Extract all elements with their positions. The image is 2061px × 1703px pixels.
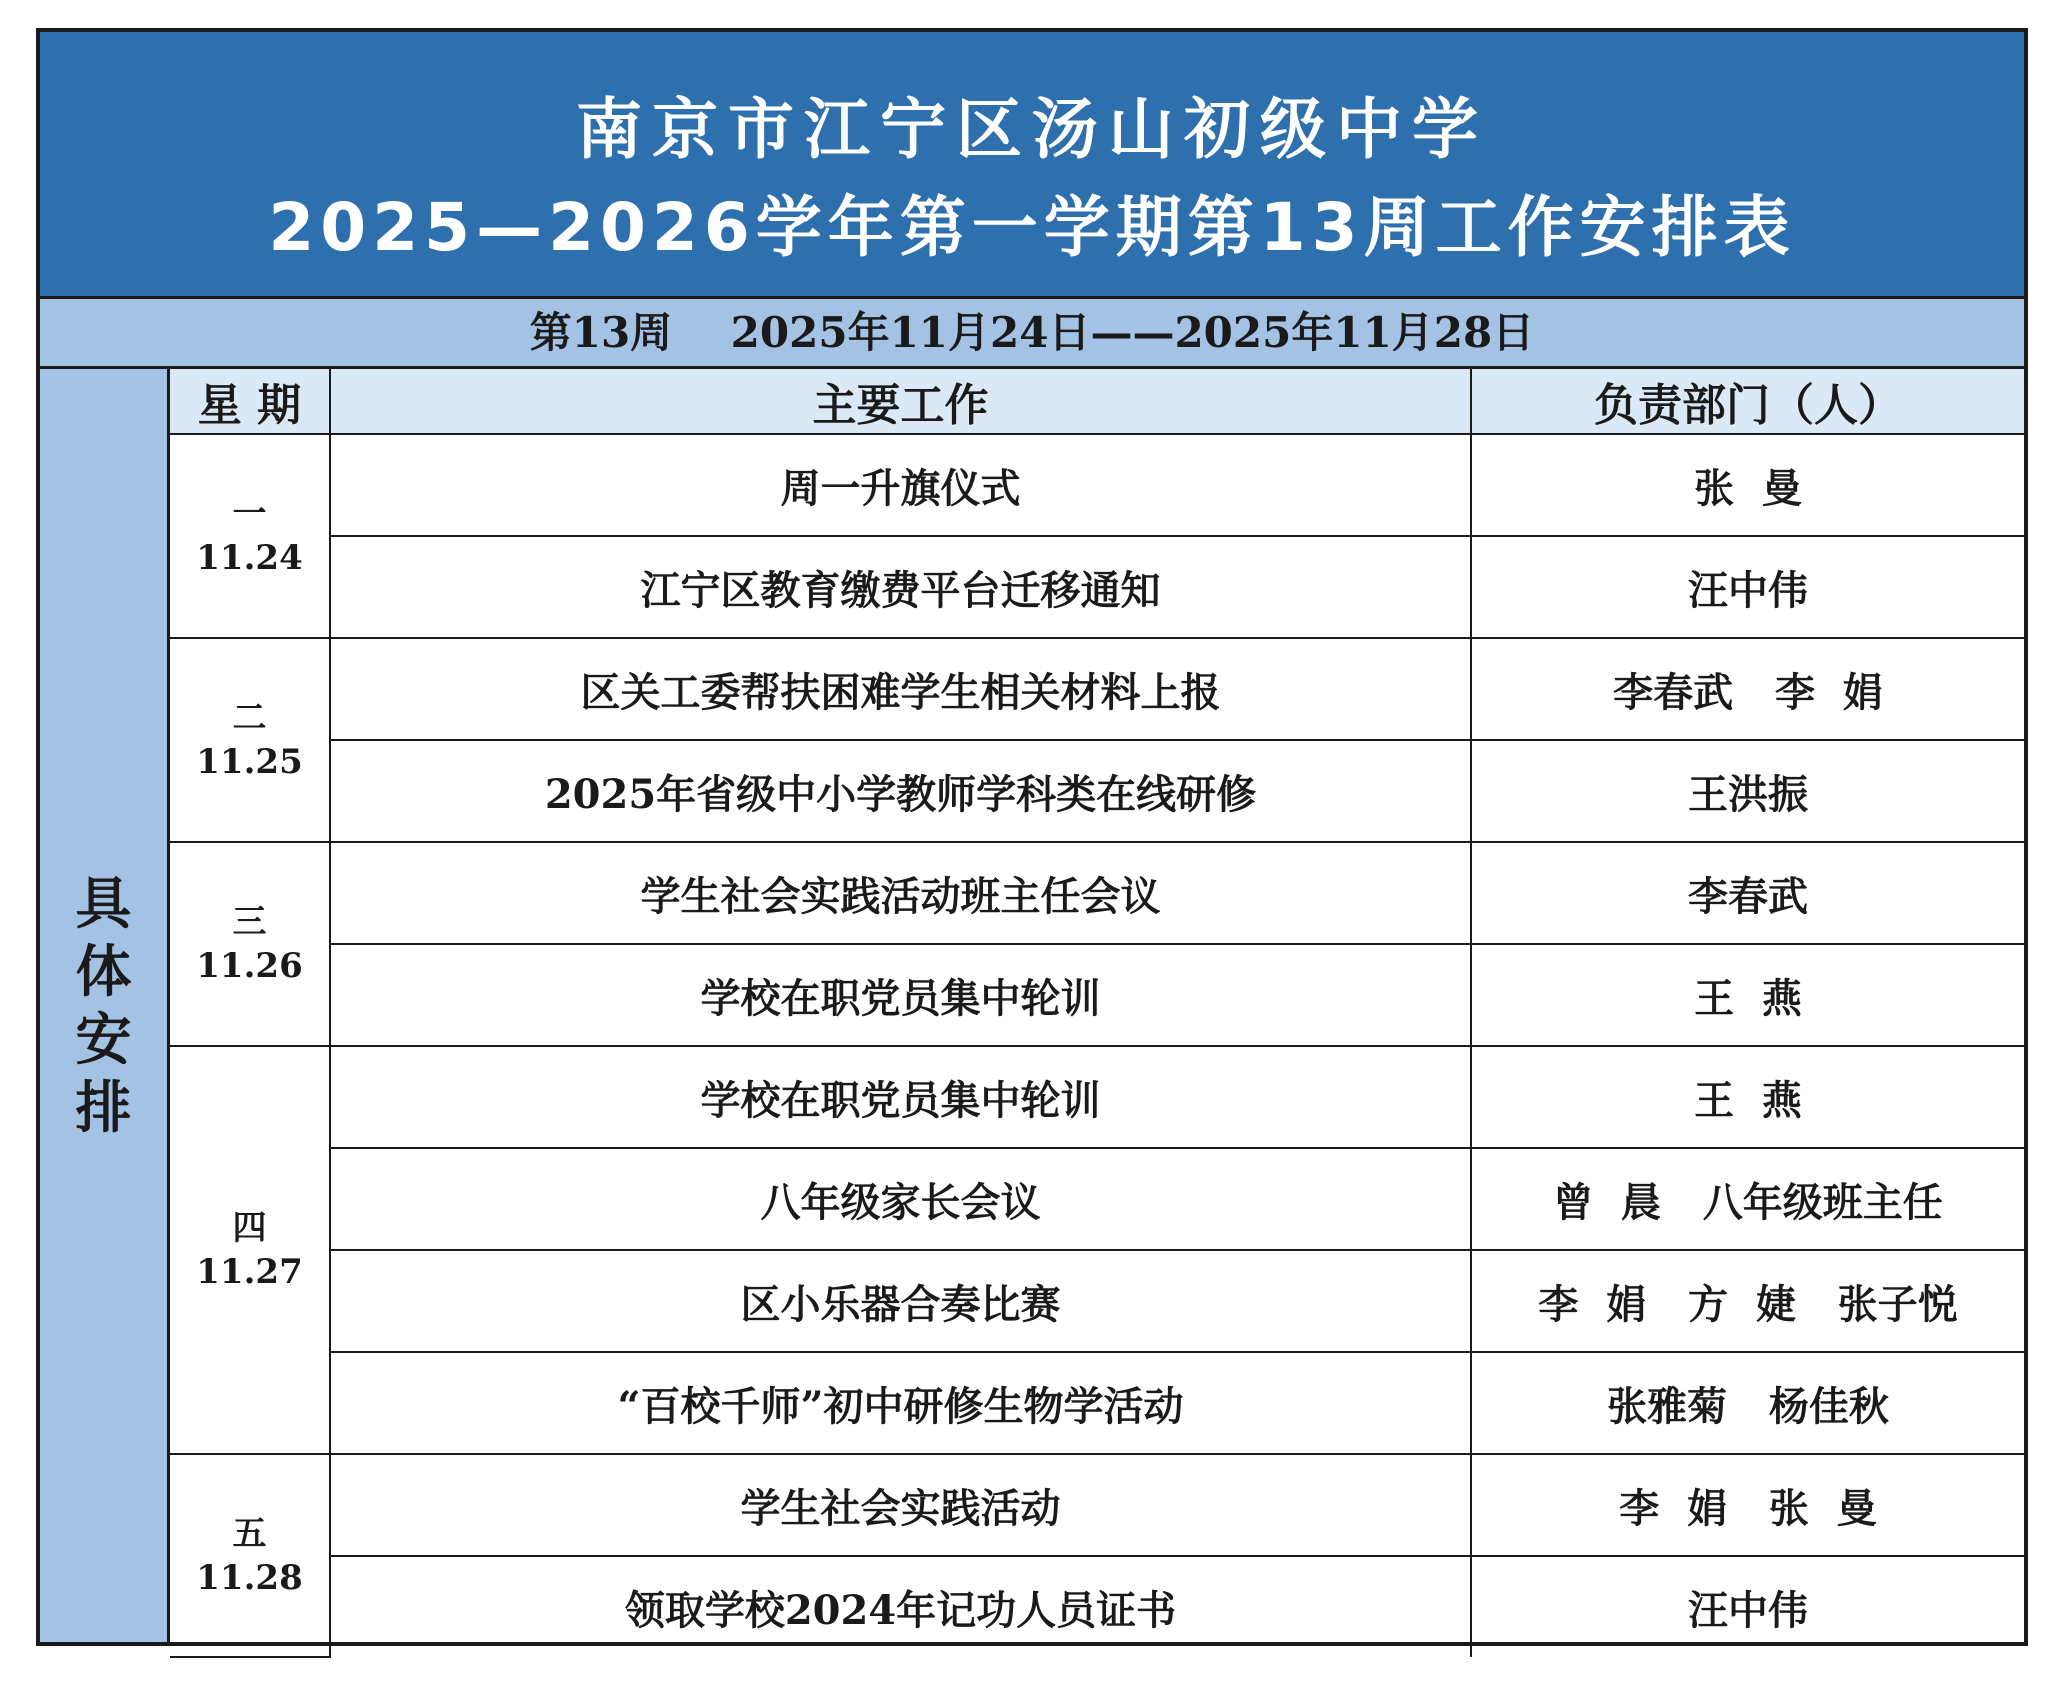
work-item: 区关工委帮扶困难学生相关材料上报 bbox=[330, 638, 1471, 740]
work-item: 领取学校2024年记功人员证书 bbox=[330, 1556, 1471, 1657]
date-label: 11.25 bbox=[196, 742, 303, 782]
table-row bbox=[170, 1454, 2024, 1556]
weekday-label: 一 bbox=[232, 494, 267, 534]
table-row bbox=[170, 434, 2024, 536]
header-person: 负责部门（人） bbox=[1471, 369, 2024, 434]
work-item: 学校在职党员集中轮训 bbox=[330, 1046, 1471, 1148]
responsible-person: 曾 晨 八年级班主任 bbox=[1471, 1148, 2024, 1250]
work-item: 学生社会实践活动 bbox=[330, 1454, 1471, 1556]
responsible-person: 张雅菊 杨佳秋 bbox=[1471, 1352, 2024, 1454]
responsible-person: 张 曼 bbox=[1471, 434, 2024, 536]
responsible-person: 王洪振 bbox=[1471, 740, 2024, 842]
table-row bbox=[170, 1556, 2024, 1657]
day-cell bbox=[170, 638, 330, 842]
responsible-person: 李 娟 张 曼 bbox=[1471, 1454, 2024, 1556]
work-item: 江宁区教育缴费平台迁移通知 bbox=[330, 536, 1471, 638]
weekday-label: 四 bbox=[232, 1208, 267, 1248]
schedule-table bbox=[170, 369, 2024, 1658]
work-item: “百校千师”初中研修生物学活动 bbox=[330, 1352, 1471, 1454]
table-row bbox=[170, 944, 2024, 1046]
header-row bbox=[170, 369, 2024, 434]
responsible-person: 李春武 李 娟 bbox=[1471, 638, 2024, 740]
week-date-range: 第13周 2025年11月24日——2025年11月28日 bbox=[40, 299, 2024, 369]
school-name-title: 南京市江宁区汤山初级中学 bbox=[576, 91, 1488, 168]
work-item: 周一升旗仪式 bbox=[330, 434, 1471, 536]
table-row bbox=[170, 740, 2024, 842]
day-cell bbox=[170, 434, 330, 638]
weekday-label: 五 bbox=[232, 1513, 267, 1554]
day-cell bbox=[170, 1046, 330, 1454]
table-row bbox=[170, 842, 2024, 944]
date-label: 11.26 bbox=[196, 946, 303, 986]
date-label: 11.24 bbox=[196, 538, 303, 578]
table-row bbox=[170, 1148, 2024, 1250]
responsible-person: 汪中伟 bbox=[1471, 536, 2024, 638]
date-label: 11.28 bbox=[196, 1557, 303, 1598]
schedule-title: 2025—2026学年第一学期第13周工作安排表 bbox=[268, 189, 1796, 266]
responsible-person: 王 燕 bbox=[1471, 1046, 2024, 1148]
weekday-label: 二 bbox=[232, 698, 267, 738]
table-row bbox=[170, 1250, 2024, 1352]
header-day: 星 期 bbox=[170, 369, 330, 434]
work-item: 学校在职党员集中轮训 bbox=[330, 944, 1471, 1046]
table-row bbox=[170, 536, 2024, 638]
day-cell bbox=[170, 1454, 330, 1657]
header-work: 主要工作 bbox=[330, 369, 1471, 434]
side-section-label bbox=[40, 369, 170, 1642]
side-label-text: 具体安排 bbox=[75, 870, 132, 1141]
day-cell bbox=[170, 842, 330, 1046]
schedule-sheet bbox=[36, 28, 2028, 1646]
work-item: 2025年省级中小学教师学科类在线研修 bbox=[330, 740, 1471, 842]
weekday-label: 三 bbox=[232, 902, 267, 942]
title-banner bbox=[40, 32, 2024, 299]
table-row bbox=[170, 1352, 2024, 1454]
work-item: 区小乐器合奏比赛 bbox=[330, 1250, 1471, 1352]
responsible-person: 李 娟 方 婕 张子悦 bbox=[1471, 1250, 2024, 1352]
responsible-person: 李春武 bbox=[1471, 842, 2024, 944]
responsible-person: 汪中伟 bbox=[1471, 1556, 2024, 1657]
table-row bbox=[170, 638, 2024, 740]
responsible-person: 王 燕 bbox=[1471, 944, 2024, 1046]
date-label: 11.27 bbox=[196, 1252, 303, 1292]
work-item: 学生社会实践活动班主任会议 bbox=[330, 842, 1471, 944]
table-row bbox=[170, 1046, 2024, 1148]
work-item: 八年级家长会议 bbox=[330, 1148, 1471, 1250]
